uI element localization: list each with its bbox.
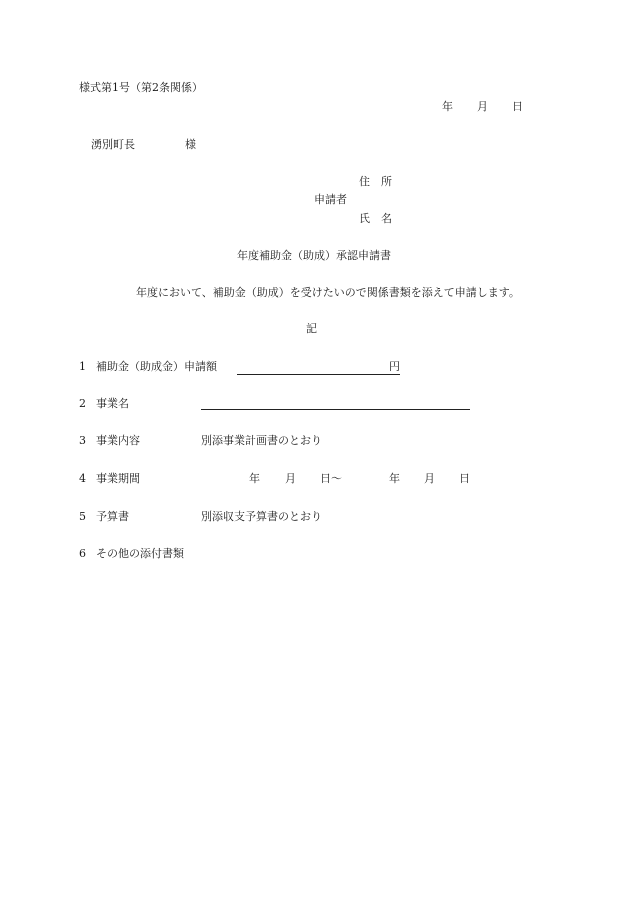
address-label: 住 所 bbox=[359, 175, 392, 188]
document-title: 年度補助金（助成）承認申請書 bbox=[237, 249, 391, 262]
addressee-honorific: 様 bbox=[185, 138, 196, 151]
item-label-project-period: 事業期間 bbox=[96, 472, 140, 485]
period-end-day: 日 bbox=[459, 472, 470, 485]
ki-mark: 記 bbox=[306, 322, 317, 335]
item-label-budget: 予算書 bbox=[96, 510, 129, 523]
period-end-month: 月 bbox=[424, 472, 435, 485]
name-label: 氏 名 bbox=[359, 212, 392, 225]
budget-value: 別添収支予算書のとおり bbox=[201, 510, 322, 523]
item-number: 3 bbox=[79, 434, 86, 447]
date-year-label: 年 bbox=[442, 100, 453, 113]
item-label-amount: 補助金（助成金）申請額 bbox=[96, 360, 217, 373]
item-label-project-content: 事業内容 bbox=[96, 434, 140, 447]
applicant-label: 申請者 bbox=[314, 193, 347, 206]
amount-field bbox=[237, 360, 400, 375]
period-start-year: 年 bbox=[249, 472, 260, 485]
date-day-label: 日 bbox=[512, 100, 523, 113]
period-start-day: 日〜 bbox=[320, 472, 342, 485]
item-number: 1 bbox=[79, 360, 86, 373]
period-end-year: 年 bbox=[389, 472, 400, 485]
intro-text: 年度において、補助金（助成）を受けたいので関係書類を添えて申請します。 bbox=[136, 286, 520, 299]
period-start-month: 月 bbox=[285, 472, 296, 485]
project-name-line bbox=[201, 409, 470, 410]
item-label-attachments: その他の添付書類 bbox=[96, 547, 184, 560]
yen-unit: 円 bbox=[389, 360, 400, 373]
project-content-value: 別添事業計画書のとおり bbox=[201, 434, 322, 447]
item-number: 5 bbox=[79, 510, 86, 523]
form-number: 様式第1号（第2条関係） bbox=[79, 81, 203, 94]
addressee-name: 湧別町長 bbox=[91, 138, 135, 151]
item-number: 6 bbox=[79, 547, 86, 560]
item-number: 4 bbox=[79, 472, 86, 485]
item-label-project-name: 事業名 bbox=[96, 397, 129, 410]
item-number: 2 bbox=[79, 397, 86, 410]
date-month-label: 月 bbox=[477, 100, 488, 113]
